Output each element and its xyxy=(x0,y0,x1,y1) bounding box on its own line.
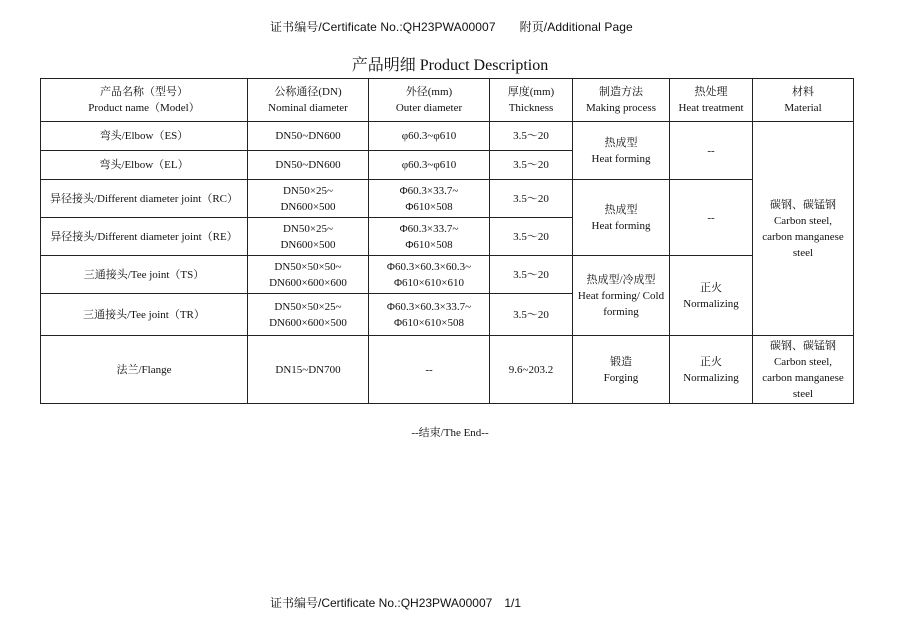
outer-diameter-cell: φ60.3~φ610 xyxy=(369,151,490,180)
product-description-table xyxy=(40,78,854,404)
header-certificate-number: 证书编号/Certificate No.:QH23PWA00007 xyxy=(270,20,496,34)
outer-diameter-cell: φ60.3~φ610 xyxy=(369,122,490,151)
heat-treatment-cell: 正火 Normalizing xyxy=(670,256,753,336)
table-row xyxy=(41,256,854,294)
end-marker: --结束/The End-- xyxy=(411,427,489,439)
material-cell: 碳钢、碳锰钢 Carbon steel, carbon manganese steel xyxy=(753,336,854,404)
outer-diameter-cell: Φ60.3×60.3×60.3~ Φ610×610×610 xyxy=(369,256,490,294)
product-name-cell: 法兰/Flange xyxy=(41,336,248,404)
thickness-cell: 3.5～20 xyxy=(490,294,573,336)
thickness-cell: 3.5～20 xyxy=(490,180,573,218)
making-process-cell: 锻造 Forging xyxy=(573,336,670,404)
page-footer xyxy=(270,594,521,611)
thickness-cell: 3.5～20 xyxy=(490,256,573,294)
col-header-thickness: 厚度(mm) Thickness xyxy=(490,79,573,122)
page-header xyxy=(270,18,633,35)
thickness-cell: 3.5～20 xyxy=(490,151,573,180)
col-header-nominal-diameter: 公称通径(DN) Nominal diameter xyxy=(248,79,369,122)
col-header-outer-diameter: 外径(mm) Outer diameter xyxy=(369,79,490,122)
product-name-cell: 弯头/Elbow（EL） xyxy=(41,151,248,180)
heat-treatment-cell: -- xyxy=(670,122,753,180)
nominal-diameter-cell: DN50×50×25~ DN600×600×500 xyxy=(248,294,369,336)
nominal-diameter-cell: DN50~DN600 xyxy=(248,122,369,151)
outer-diameter-cell: Φ60.3×60.3×33.7~ Φ610×610×508 xyxy=(369,294,490,336)
outer-diameter-cell: Φ60.3×33.7~ Φ610×508 xyxy=(369,180,490,218)
heat-treatment-cell: 正火 Normalizing xyxy=(670,336,753,404)
making-process-cell: 热成型/冷成型 Heat forming/ Cold forming xyxy=(573,256,670,336)
nominal-diameter-cell: DN50~DN600 xyxy=(248,151,369,180)
col-header-material: 材料 Material xyxy=(753,79,854,122)
product-name-cell: 异径接头/Different diameter joint（RC） xyxy=(41,180,248,218)
heat-treatment-cell: -- xyxy=(670,180,753,256)
table-row xyxy=(41,180,854,218)
making-process-cell: 热成型 Heat forming xyxy=(573,122,670,180)
nominal-diameter-cell: DN50×25~ DN600×500 xyxy=(248,218,369,256)
nominal-diameter-cell: DN50×50×50~ DN600×600×600 xyxy=(248,256,369,294)
col-header-making-process: 制造方法 Making process xyxy=(573,79,670,122)
table-row xyxy=(41,336,854,404)
footer-page-number: 1/1 xyxy=(504,596,521,610)
nominal-diameter-cell: DN15~DN700 xyxy=(248,336,369,404)
table-header-row xyxy=(41,79,854,122)
footer-certificate-number: 证书编号/Certificate No.:QH23PWA00007 xyxy=(270,596,493,610)
header-page-label: 附页/Additional Page xyxy=(519,20,633,34)
thickness-cell: 3.5～20 xyxy=(490,122,573,151)
table-row xyxy=(41,122,854,151)
thickness-cell: 3.5～20 xyxy=(490,218,573,256)
nominal-diameter-cell: DN50×25~ DN600×500 xyxy=(248,180,369,218)
col-header-product-name: 产品名称（型号） Product name（Model） xyxy=(41,79,248,122)
product-name-cell: 三通接头/Tee joint（TS） xyxy=(41,256,248,294)
outer-diameter-cell: Φ60.3×33.7~ Φ610×508 xyxy=(369,218,490,256)
product-name-cell: 三通接头/Tee joint（TR） xyxy=(41,294,248,336)
page-title: 产品明细 Product Description xyxy=(351,57,549,74)
col-header-heat-treatment: 热处理 Heat treatment xyxy=(670,79,753,122)
thickness-cell: 9.6~203.2 xyxy=(490,336,573,404)
product-name-cell: 异径接头/Different diameter joint（RE） xyxy=(41,218,248,256)
material-cell: 碳钢、碳锰钢 Carbon steel, carbon manganese steel xyxy=(753,122,854,336)
product-name-cell: 弯头/Elbow（ES） xyxy=(41,122,248,151)
outer-diameter-cell: -- xyxy=(369,336,490,404)
making-process-cell: 热成型 Heat forming xyxy=(573,180,670,256)
